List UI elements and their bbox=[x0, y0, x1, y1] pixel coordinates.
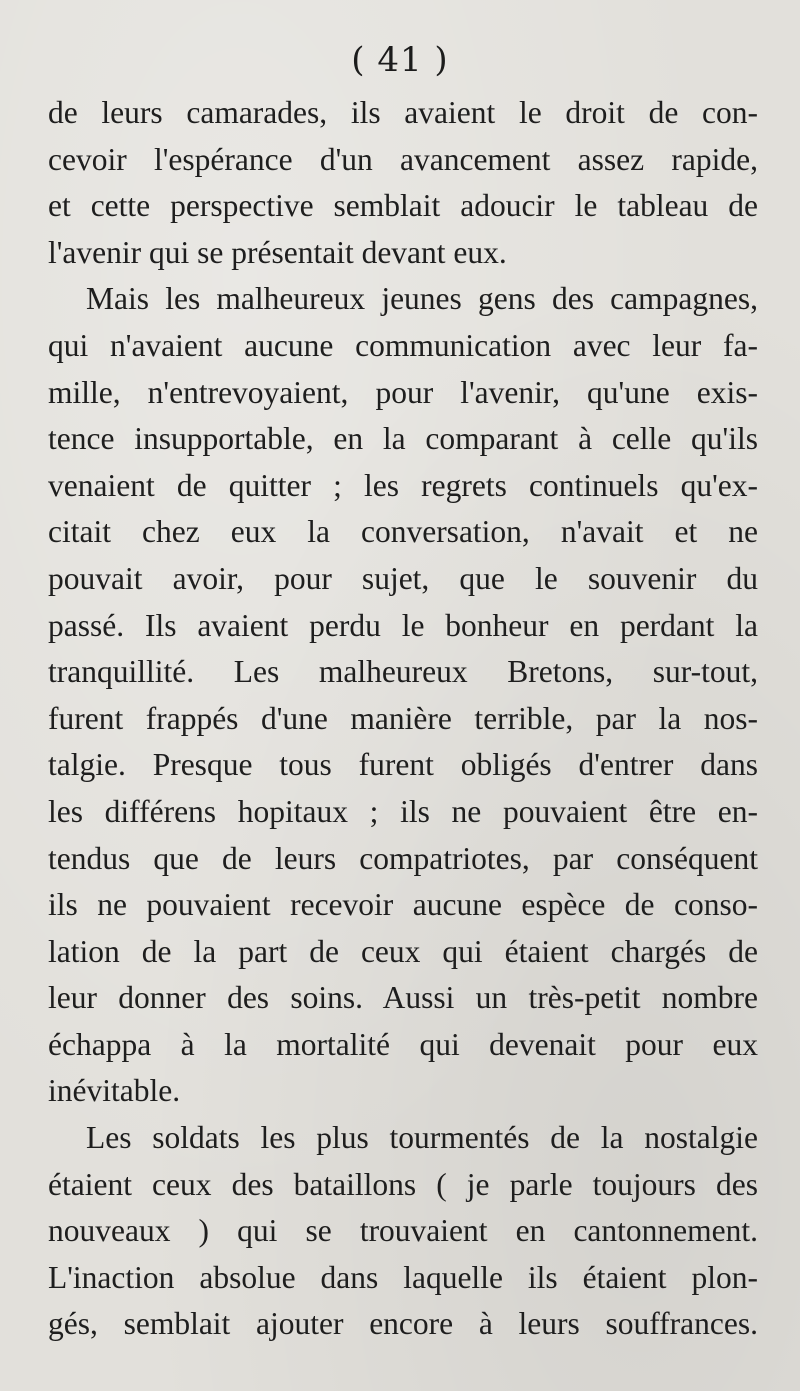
text-line: pouvait avoir, pour sujet, que le souvenir du bbox=[48, 560, 758, 596]
text-line: citait chez eux la conversation, n'avait et ne bbox=[48, 514, 758, 550]
text-line: échappa à la mortalité qui devenait pour eux bbox=[48, 1026, 758, 1062]
page-number: ( 41 ) bbox=[351, 40, 449, 80]
text-line: passé. Ils avaient perdu le bonheur en perdant la bbox=[48, 607, 758, 643]
text-line: leur donner des soins. Aussi un très-petit nombre bbox=[48, 980, 758, 1016]
text-line: ils ne pouvaient recevoir aucune espèce de conso- bbox=[48, 887, 758, 923]
text-line: venaient de quitter ; les regrets continuels qu'ex- bbox=[48, 467, 758, 503]
text-line: l'avenir qui se présentait devant eux. bbox=[48, 234, 507, 270]
text-line: Mais les malheureux jeunes gens des campagnes, bbox=[86, 281, 758, 317]
text-line: gés, semblait ajouter encore à leurs souffrances. bbox=[48, 1306, 758, 1342]
text-line: de leurs camarades, ils avaient le droit de con- bbox=[48, 95, 758, 130]
text-line: cevoir l'espérance d'un avancement assez rapide, bbox=[48, 141, 758, 177]
page-text bbox=[48, 90, 758, 1348]
text-line: talgie. Presque tous furent obligés d'entrer dans bbox=[48, 747, 758, 783]
paragraph-2 bbox=[48, 276, 758, 1115]
paragraph-1 bbox=[48, 90, 758, 276]
text-line: et cette perspective semblait adoucir le tableau de bbox=[48, 188, 758, 224]
text-line: L'inaction absolue dans laquelle ils étaient plon- bbox=[48, 1259, 758, 1295]
text-line: lation de la part de ceux qui étaient chargés de bbox=[48, 933, 758, 969]
text-line: les différens hopitaux ; ils ne pouvaient être en- bbox=[48, 793, 758, 829]
text-line: tranquillité. Les malheureux Bretons, sur-tout, bbox=[48, 654, 758, 690]
text-line: qui n'avaient aucune communication avec leur fa- bbox=[48, 327, 758, 363]
text-line: inévitable. bbox=[48, 1073, 181, 1109]
paragraph-3 bbox=[48, 1115, 758, 1348]
text-line: tendus que de leurs compatriotes, par conséquent bbox=[48, 840, 758, 876]
text-line: étaient ceux des bataillons ( je parle toujours des bbox=[48, 1166, 758, 1202]
text-line: tence insupportable, en la comparant à celle qu'ils bbox=[48, 421, 758, 457]
text-line: mille, n'entrevoyaient, pour l'avenir, qu'une exis- bbox=[48, 374, 758, 410]
text-line: Les soldats les plus tourmentés de la nostalgie bbox=[86, 1120, 758, 1156]
text-line: furent frappés d'une manière terrible, par la nos- bbox=[48, 700, 758, 736]
text-line: nouveaux ) qui se trouvaient en cantonnement. bbox=[48, 1213, 758, 1249]
